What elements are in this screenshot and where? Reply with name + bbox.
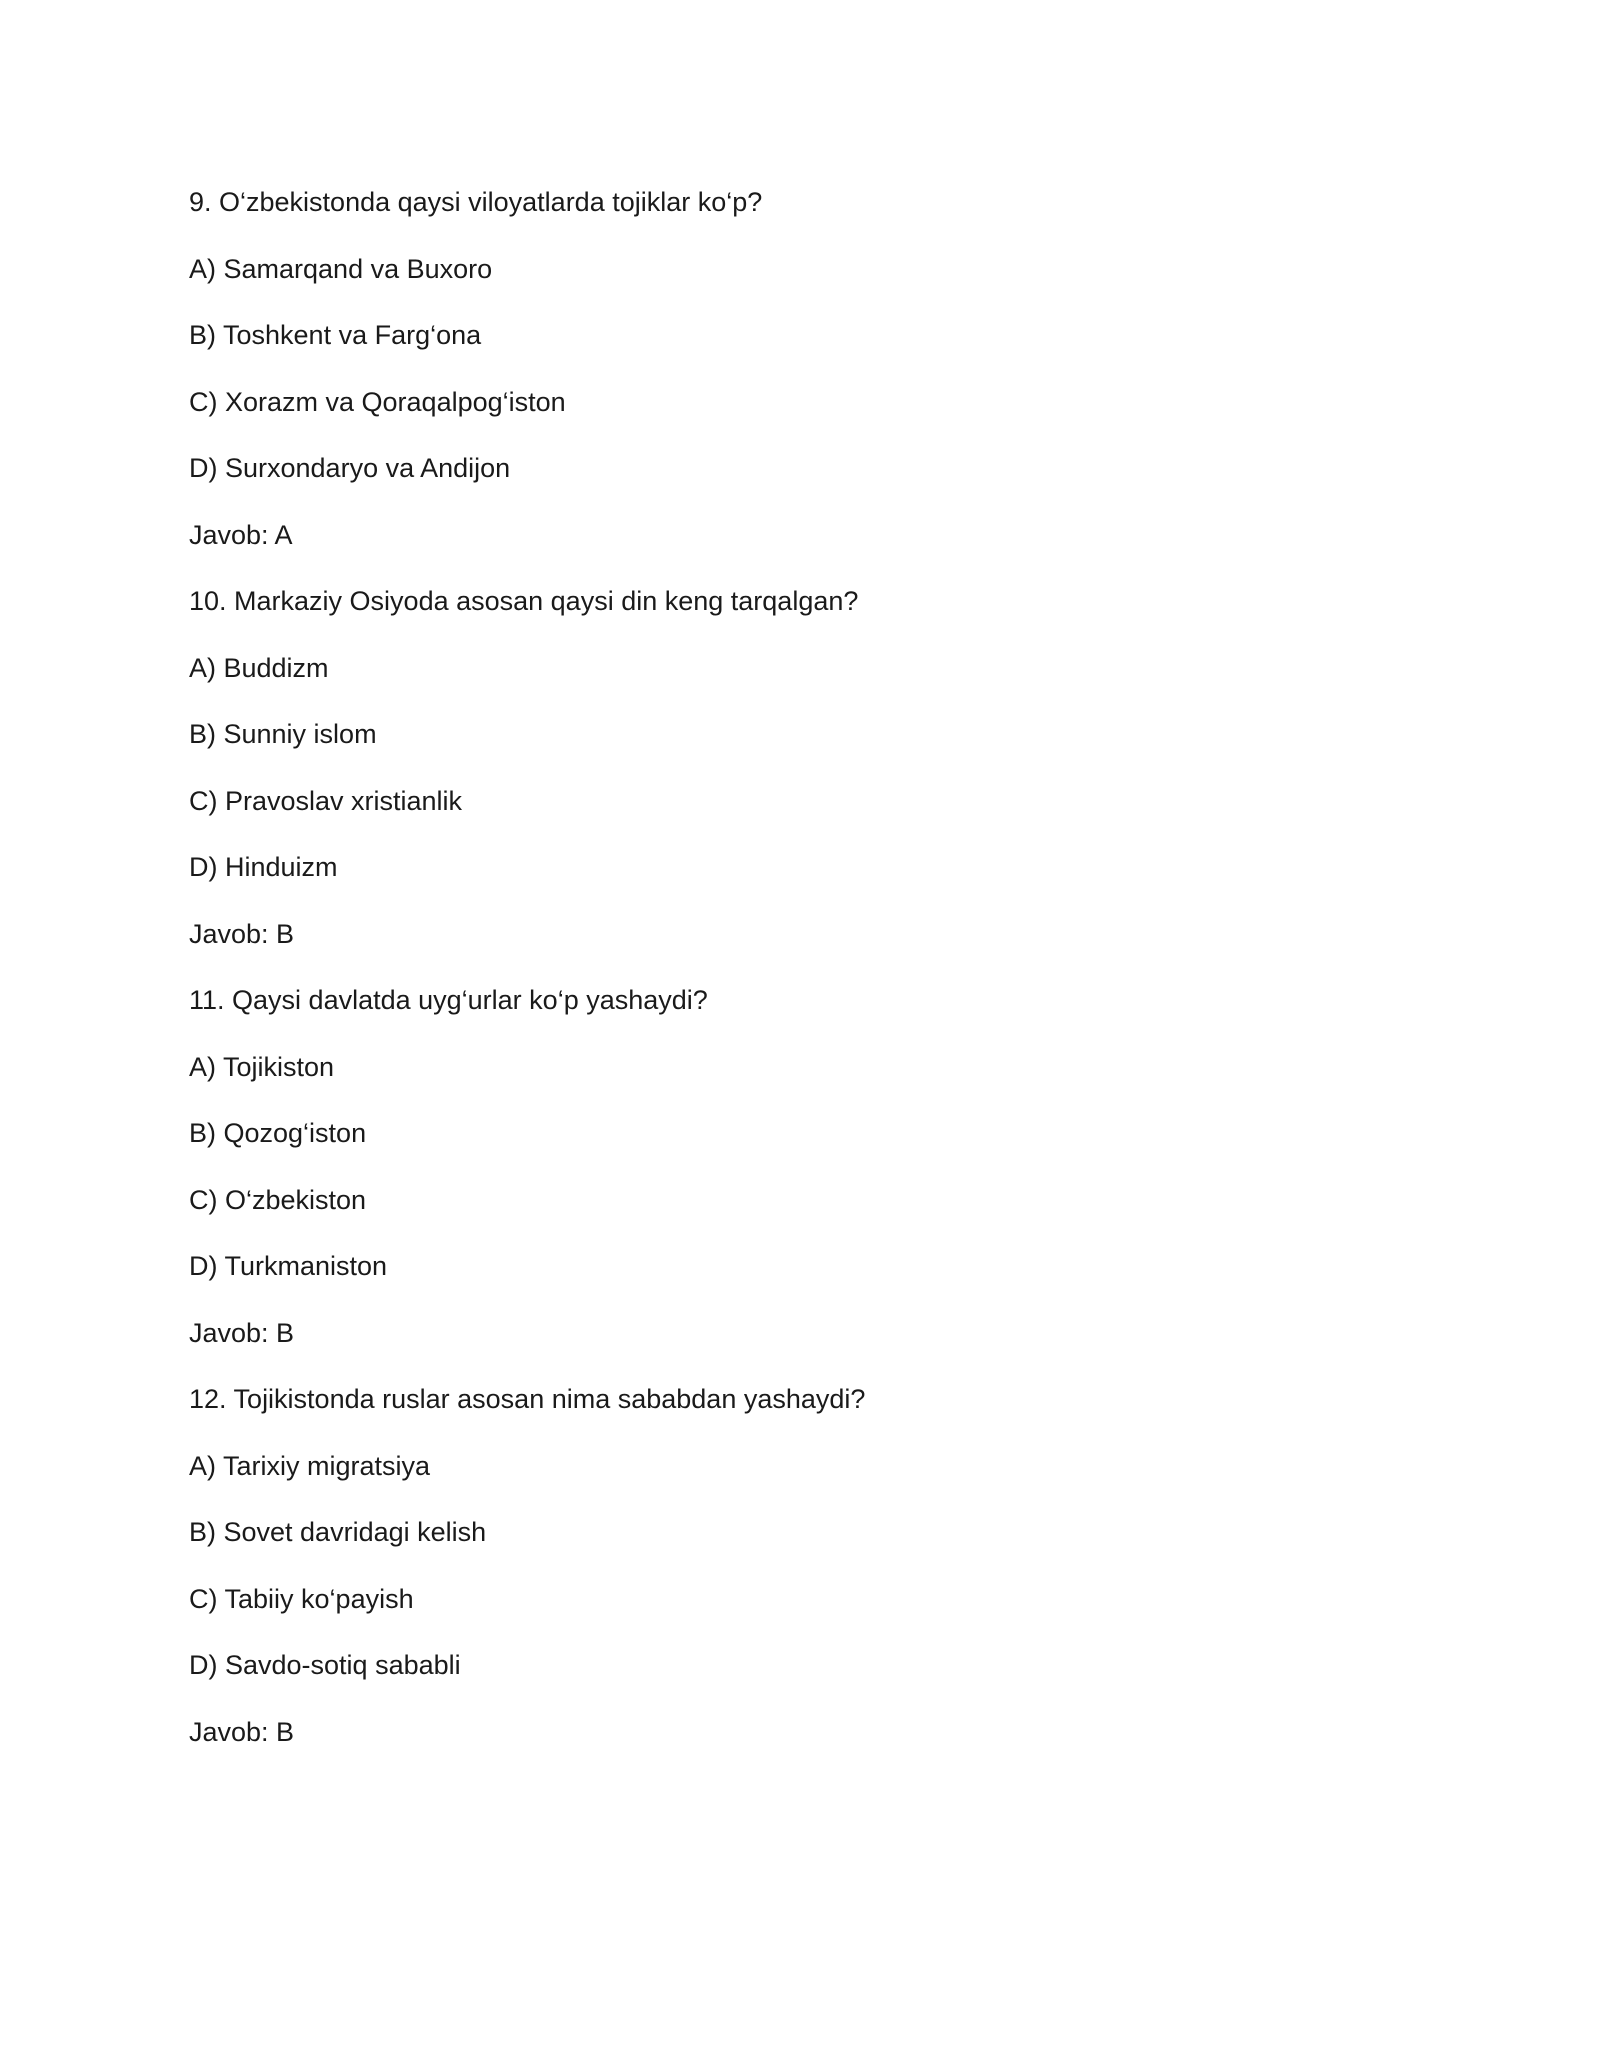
option-b: B) Toshkent va Farg‘ona	[189, 320, 482, 350]
option-a: A) Tarixiy migratsiya	[189, 1450, 431, 1481]
option-c: C) Pravoslav xristianlik	[189, 785, 463, 816]
question-text: 12. Tojikistonda ruslar asosan nima sababdan yashaydi?	[189, 1384, 866, 1414]
answer-line: Javob: A	[189, 519, 293, 550]
option-d: D) Savdo-sotiq sababli	[189, 1650, 461, 1680]
answer-line: Javob: B	[189, 918, 295, 949]
option-a: A) Buddizm	[189, 652, 329, 683]
option-c: C) Tabiiy ko‘payish	[189, 1583, 414, 1614]
option-a: A) Samarqand va Buxoro	[189, 253, 493, 284]
option-c: C) O‘zbekiston	[189, 1184, 367, 1215]
option-b: B) Sovet davridagi kelish	[189, 1517, 487, 1547]
option-c: C) Xorazm va Qoraqalpog‘iston	[189, 386, 566, 417]
option-d: D) Turkmaniston	[189, 1251, 388, 1281]
question-text: 10. Markaziy Osiyoda asosan qaysi din keng tarqalgan?	[189, 586, 859, 616]
option-a: A) Tojikiston	[189, 1051, 335, 1082]
quiz-content	[189, 186, 1409, 1782]
option-d: D) Surxondaryo va Andijon	[189, 453, 511, 483]
question-text: 9. O‘zbekistonda qaysi viloyatlarda tojiklar ko‘p?	[189, 187, 763, 217]
answer-line: Javob: B	[189, 1317, 295, 1348]
answer-line: Javob: B	[189, 1716, 295, 1747]
option-b: B) Sunniy islom	[189, 719, 377, 749]
option-d: D) Hinduizm	[189, 852, 338, 882]
option-b: B) Qozog‘iston	[189, 1118, 367, 1148]
question-text: 11. Qaysi davlatda uyg‘urlar ko‘p yashaydi?	[189, 985, 708, 1015]
